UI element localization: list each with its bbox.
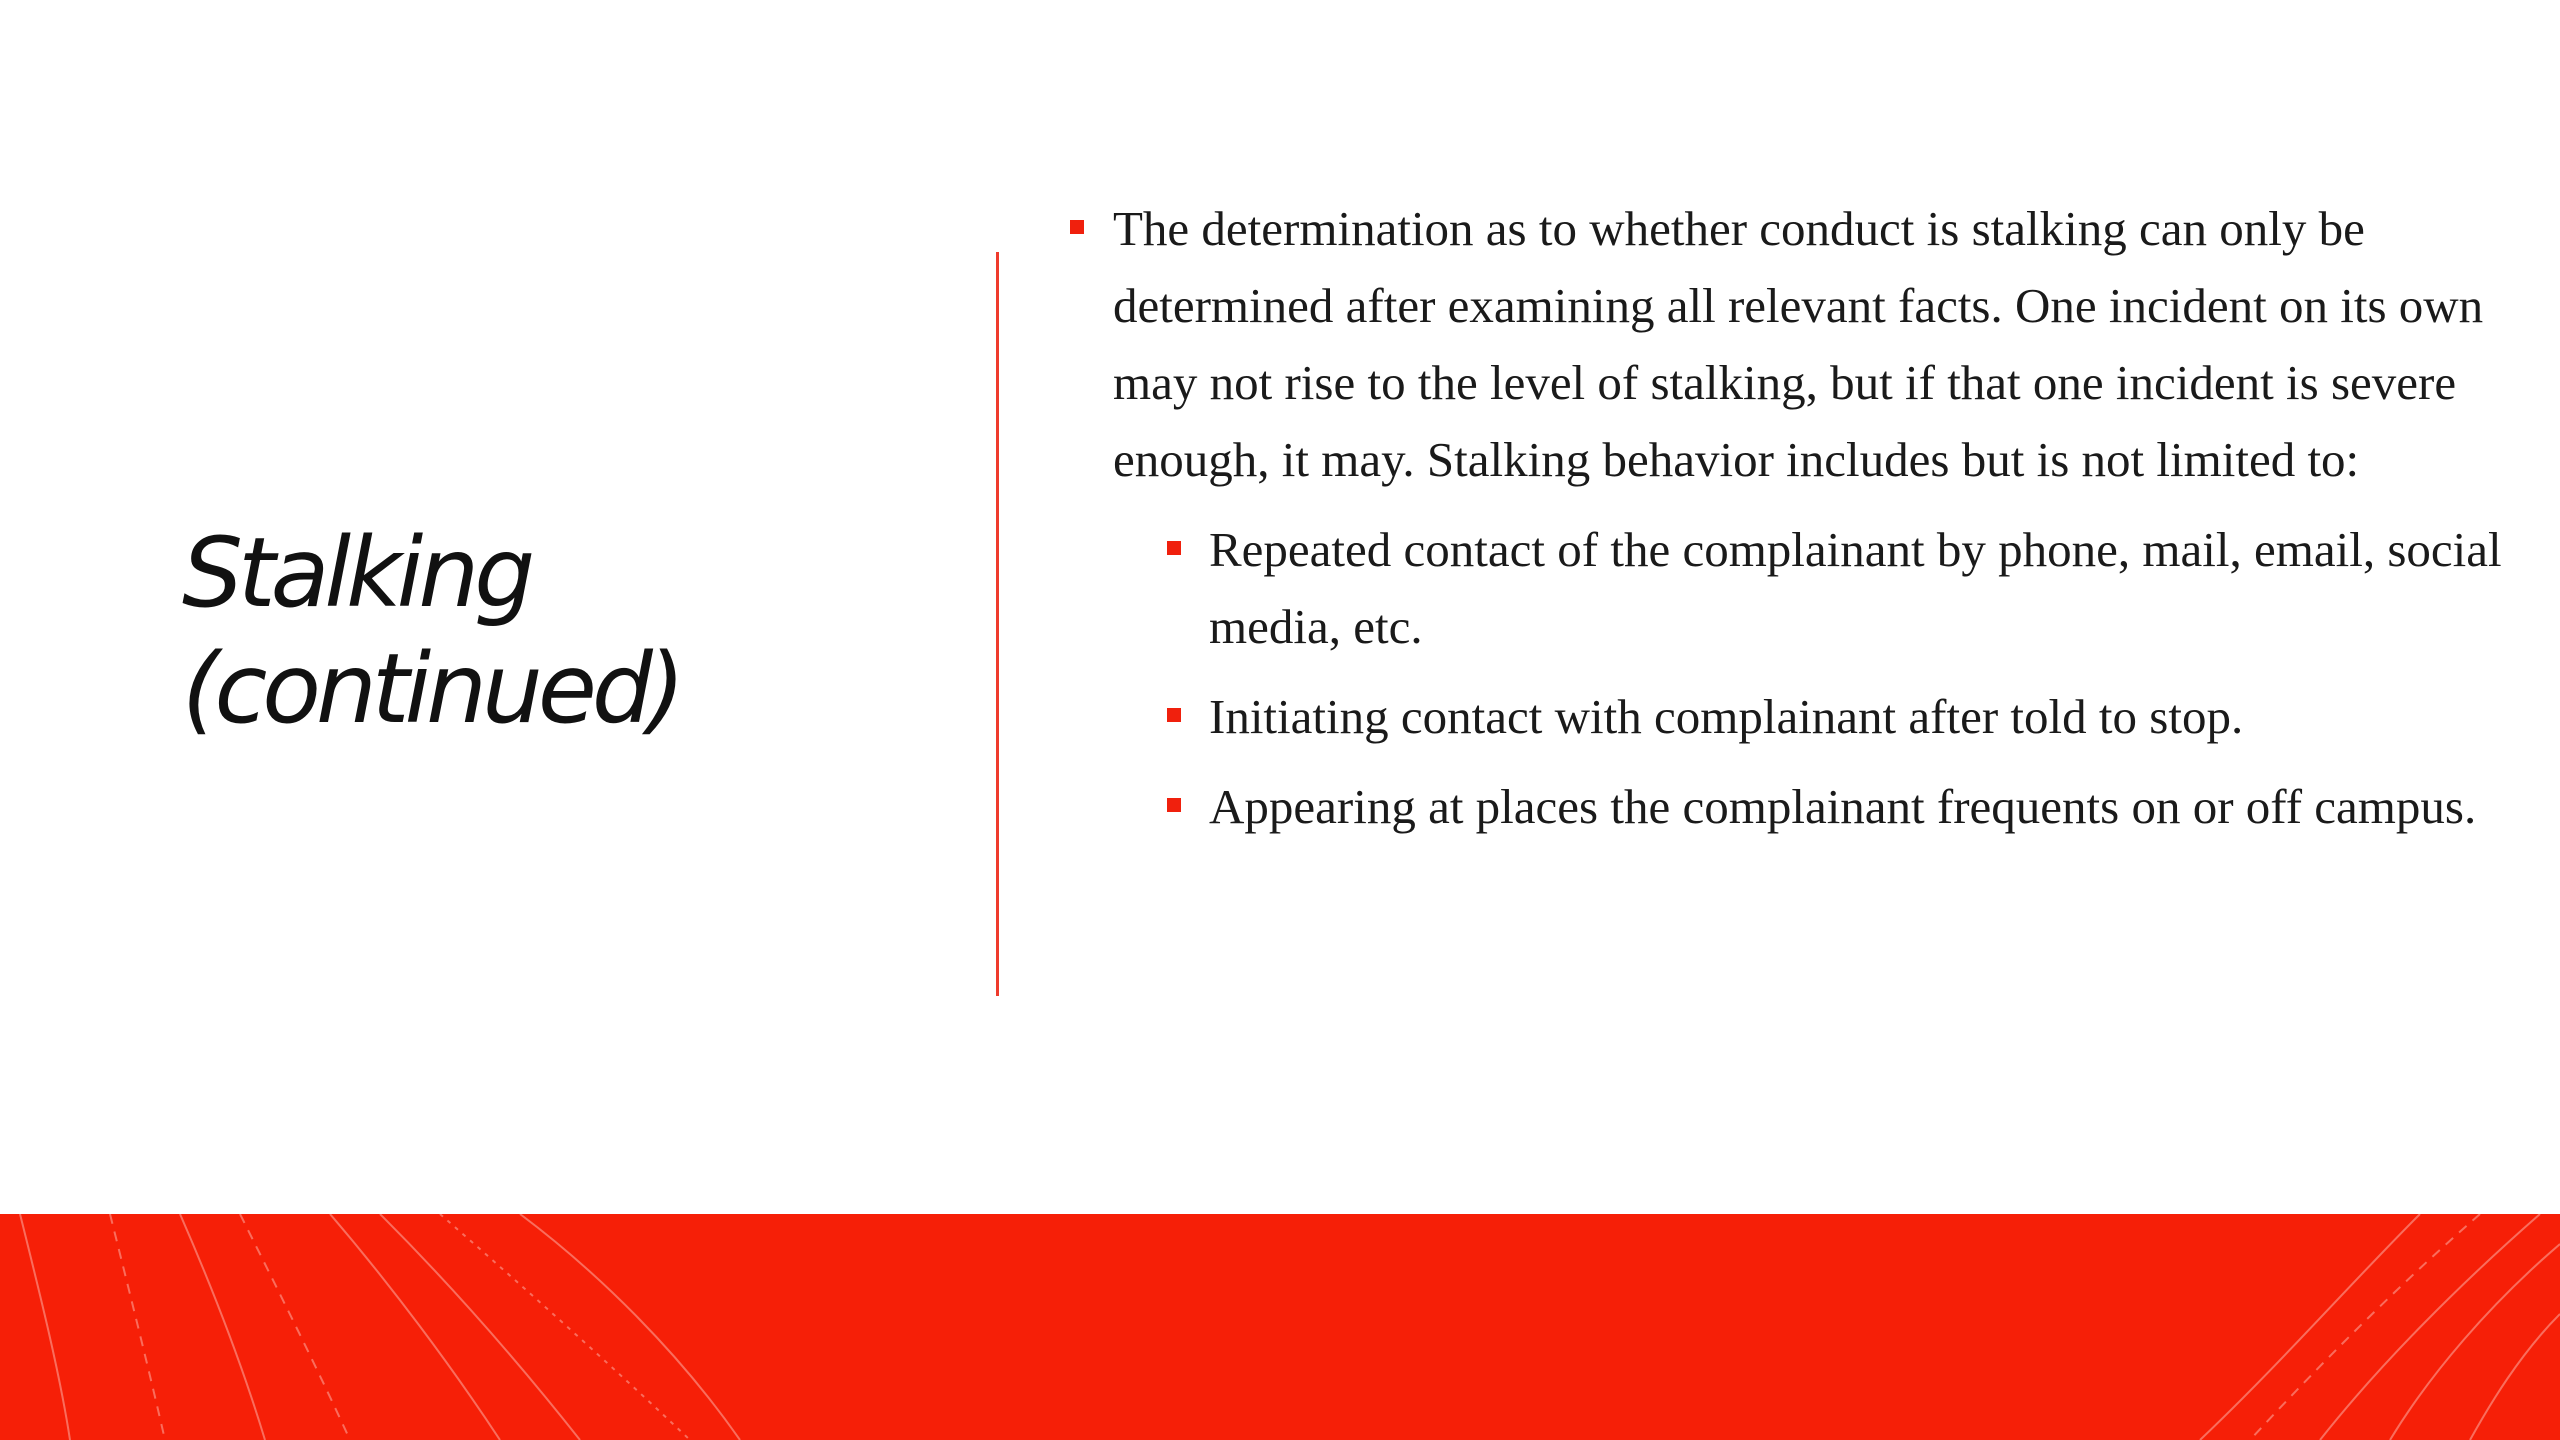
square-bullet-icon [1167, 708, 1181, 722]
vertical-divider [996, 252, 999, 996]
sub-bullet-text: Appearing at places the complainant frequents on or off campus. [1209, 779, 2477, 834]
sub-bullet-text: Repeated contact of the complainant by phone, mail, email, social media, etc. [1209, 522, 2502, 654]
sub-bullet-item [1070, 511, 2530, 665]
arc-line [330, 1214, 500, 1440]
bullet-text: The determination as to whether conduct is stalking can only be determined after examining all relevant facts. One incident on its own may not rise to the level of stalking, but if that one incident is severe enough, it may. Stalking behavior includes but is not limited to: [1113, 201, 2484, 487]
arc-line [20, 1214, 70, 1440]
square-bullet-icon [1070, 220, 1084, 234]
arc-line [2470, 1314, 2560, 1440]
arc-line [2250, 1214, 2480, 1440]
arc-line [2320, 1214, 2540, 1440]
square-bullet-icon [1167, 541, 1181, 555]
footer-accent-band [0, 1214, 2560, 1440]
arc-line [2200, 1214, 2420, 1440]
sub-bullet-item [1070, 768, 2530, 845]
bullet-item [1070, 190, 2530, 498]
bullet-list [1070, 190, 2530, 845]
sub-bullet-item [1070, 678, 2530, 755]
square-bullet-icon [1167, 798, 1181, 812]
title-line-2: (continued) [182, 633, 681, 745]
title-line-1: Stalking [182, 517, 531, 629]
slide-title [182, 515, 942, 747]
arc-line [110, 1214, 165, 1440]
sub-bullet-text: Initiating contact with complainant after told to stop. [1209, 689, 2244, 744]
decorative-arc-lines [0, 1214, 2560, 1440]
arc-line [180, 1214, 265, 1440]
arc-line [240, 1214, 350, 1440]
